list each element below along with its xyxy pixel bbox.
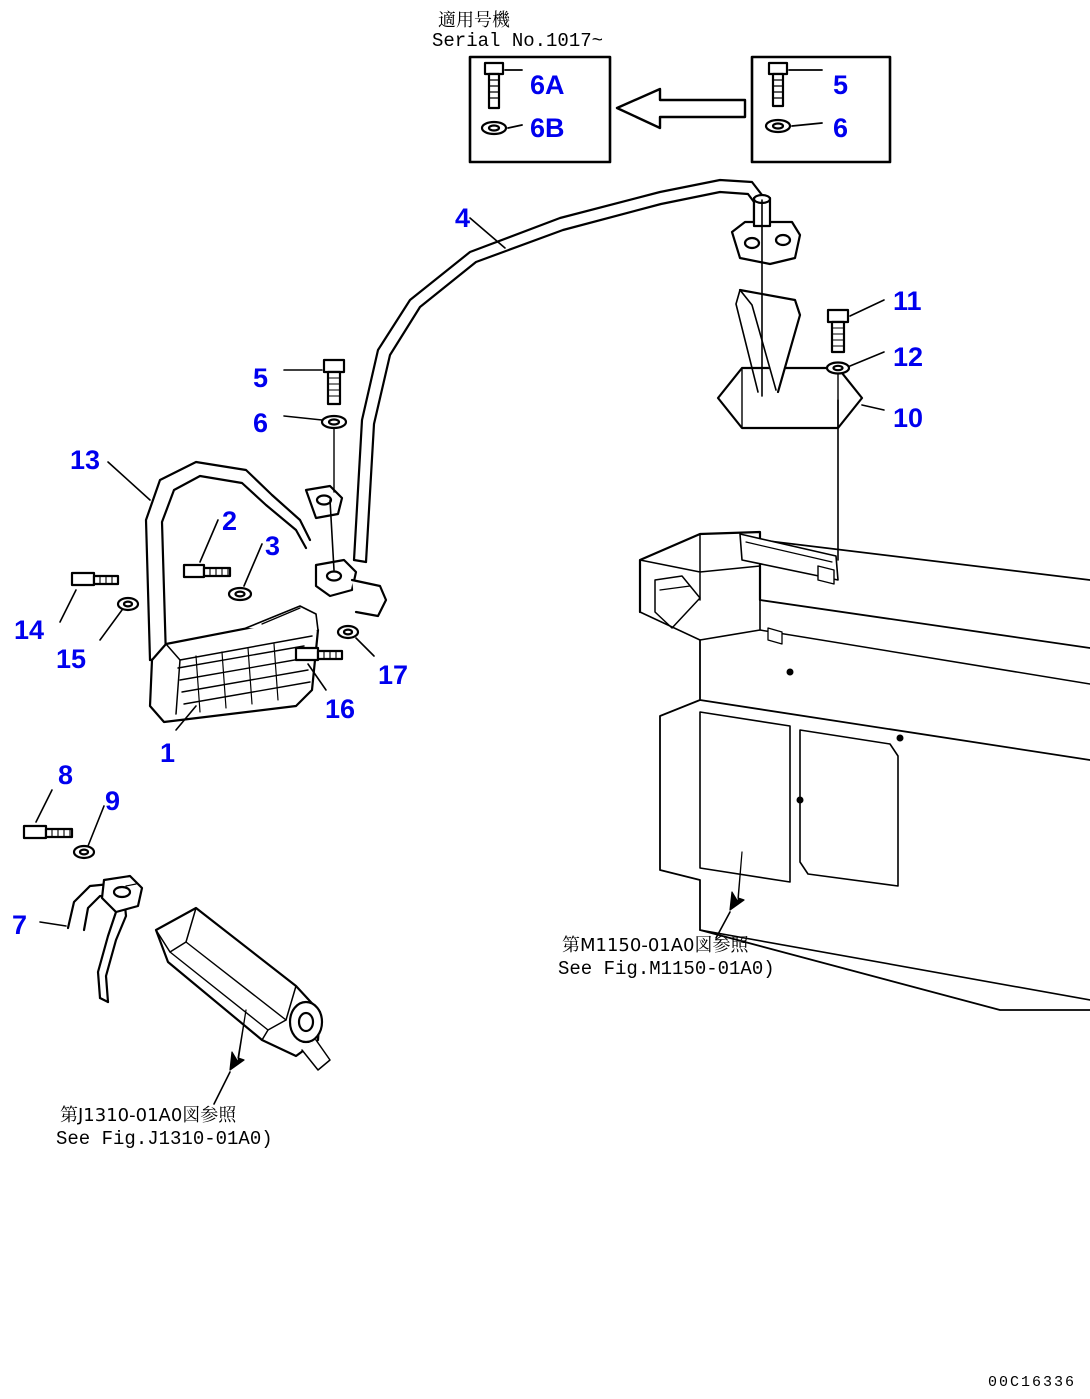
callout-9: 9 (105, 786, 121, 816)
callout-12: 12 (893, 342, 924, 372)
callout-7: 7 (12, 910, 28, 940)
ref-note-2-en: See Fig.J1310-01A0) (56, 1128, 273, 1150)
callout-10: 10 (893, 403, 924, 433)
callout-8: 8 (58, 760, 74, 790)
callout-16: 16 (325, 694, 356, 724)
ref-note-2-jp: 第J1310-01A0図参照 (60, 1105, 237, 1126)
callout-14: 14 (14, 615, 45, 645)
callout-6A: 6A (530, 70, 565, 100)
callout-1: 1 (160, 738, 176, 768)
callout-6: 6 (833, 113, 849, 143)
callout-2: 2 (222, 506, 238, 536)
callout-6: 6 (253, 408, 269, 438)
callout-4: 4 (455, 203, 471, 233)
callout-17: 17 (378, 660, 409, 690)
callout-13: 13 (70, 445, 101, 475)
callout-15: 15 (56, 644, 87, 674)
callout-5: 5 (253, 363, 269, 393)
ref-note-1-en: See Fig.M1150-01A0) (558, 958, 775, 980)
ref-note-1-jp: 第M1150-01A0図参照 (562, 935, 749, 956)
serial-note-en: Serial No.1017~ (432, 30, 604, 52)
serial-note-jp: 適用号機 (438, 10, 510, 31)
callout-6B: 6B (530, 113, 565, 143)
callout-5: 5 (833, 70, 849, 100)
callout-11: 11 (893, 286, 922, 316)
figure-code: 00C16336 (987, 1374, 1076, 1391)
callout-3: 3 (265, 531, 281, 561)
